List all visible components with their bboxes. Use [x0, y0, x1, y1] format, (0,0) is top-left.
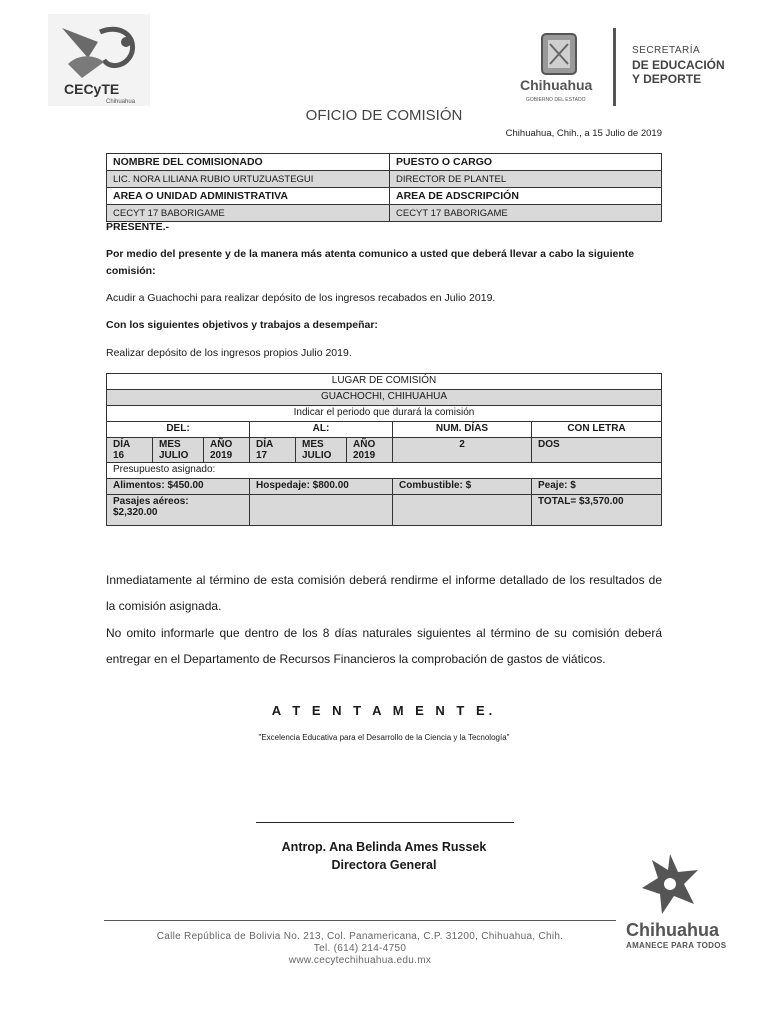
al-anio-label: AÑO	[353, 439, 376, 450]
institutional-motto: "Excelencia Educativa para el Desarrollo de la Ciencia y la Tecnología"	[258, 733, 510, 742]
al-dia-value: 17	[256, 450, 268, 461]
svg-text:CECyTE: CECyTE	[64, 81, 120, 97]
atentamente-heading: A T E N T A M E N T E.	[271, 703, 497, 718]
task-paragraph: Acudir a Guachochi para realizar depósito de los ingresos recabados en Julio 2019.	[106, 292, 496, 304]
al-label: AL:	[250, 422, 393, 438]
pasajes-label: Pasajes aéreos:	[113, 496, 189, 507]
footer-phone: Tel. (614) 214-4750	[313, 943, 407, 954]
del-anio-cell	[204, 438, 250, 463]
al-anio-cell	[347, 438, 393, 463]
signer-name: Antrop. Ana Belinda Ames Russek	[281, 840, 487, 854]
al-mes-cell	[296, 438, 347, 463]
secretaria-logo-text	[632, 44, 762, 86]
objectives-label: Con los siguientes objetivos y trabajos a desempeñar:	[106, 319, 378, 331]
del-dia-label: DÍA	[113, 439, 131, 450]
num-dias-label: NUM. DÍAS	[393, 422, 532, 438]
footer-address: Calle República de Bolivia No. 213, Col. Panamericana, C.P. 31200, Chihuahua, Chih.	[156, 931, 564, 942]
bottom-brand	[626, 920, 741, 950]
peaje-value: Peaje: $	[532, 479, 662, 495]
document-title: OFICIO DE COMISIÓN	[305, 107, 463, 124]
signer-role: Directora General	[331, 858, 437, 872]
bottom-brand-name: Chihuahua	[626, 920, 719, 940]
header-adscripcion: AREA DE ADSCRIPCIÓN	[390, 188, 662, 205]
del-dia-cell	[107, 438, 153, 463]
header-divider	[613, 28, 616, 106]
empty-cell-1	[250, 495, 393, 526]
presente-label: PRESENTE.-	[106, 221, 170, 233]
al-mes-value: JULIO	[302, 450, 332, 461]
empty-cell-2	[393, 495, 532, 526]
document-date: Chihuahua, Chih., a 15 Julio de 2019	[505, 128, 662, 139]
footer-website: www.cecytechihuahua.edu.mx	[288, 955, 432, 966]
svg-text:GOBIERNO DEL ESTADO: GOBIERNO DEL ESTADO	[526, 97, 586, 103]
value-nombre: LIC. NORA LILIANA RUBIO URTUZUASTEGUI	[107, 171, 390, 188]
del-mes-label: MES	[159, 439, 181, 450]
chihuahua-star-logo	[640, 852, 700, 918]
intro-paragraph: Por medio del presente y de la manera más atenta comunico a usted que deberá llevar a cabo la siguiente comisión:	[106, 248, 635, 277]
al-dia-label: DÍA	[256, 439, 274, 450]
con-letra-value: DOS	[532, 438, 662, 463]
al-anio-value: 2019	[353, 450, 376, 461]
signature-line	[256, 822, 514, 823]
total-value: TOTAL= $3,570.00	[532, 495, 662, 526]
commission-table	[106, 373, 662, 526]
periodo-label: Indicar el periodo que durará la comisión	[107, 406, 662, 422]
header-puesto: PUESTO O CARGO	[390, 154, 662, 171]
value-puesto: DIRECTOR DE PLANTEL	[390, 171, 662, 188]
con-letra-label: CON LETRA	[532, 422, 662, 438]
del-anio-value: 2019	[210, 450, 233, 461]
del-mes-cell	[153, 438, 204, 463]
svg-text:Chihuahua: Chihuahua	[106, 99, 136, 105]
closing-paragraph-1: Inmediatamente al término de esta comisión deberá rendirme el informe detallado de los resultados de la comisión asignada.	[106, 573, 662, 613]
secretaria-line-3: Y DEPORTE	[632, 72, 702, 86]
value-area: CECYT 17 BABORIGAME	[107, 205, 390, 222]
commissioner-info-table	[106, 153, 662, 222]
footer-divider	[104, 920, 616, 921]
bottom-brand-slogan: AMANECE PARA TODOS	[626, 941, 727, 950]
del-mes-value: JULIO	[159, 450, 189, 461]
pasajes-value: $2,320.00	[113, 507, 158, 518]
chihuahua-government-logo	[520, 30, 600, 106]
hospedaje-value: Hospedaje: $800.00	[250, 479, 393, 495]
secretaria-line-2: DE EDUCACIÓN	[632, 58, 725, 72]
alimentos-value: Alimentos: $450.00	[107, 479, 250, 495]
presupuesto-label: Presupuesto asignado:	[107, 463, 662, 479]
num-dias-value: 2	[393, 438, 532, 463]
pasajes-cell	[107, 495, 250, 526]
header-nombre: NOMBRE DEL COMISIONADO	[107, 154, 390, 171]
cecyte-logo	[48, 14, 150, 106]
objective-paragraph: Realizar depósito de los ingresos propios Julio 2019.	[106, 347, 352, 359]
svg-text:Chihuahua: Chihuahua	[520, 77, 593, 93]
al-mes-label: MES	[302, 439, 324, 450]
lugar-label: LUGAR DE COMISIÓN	[107, 374, 662, 390]
al-dia-cell	[250, 438, 296, 463]
header-area: AREA O UNIDAD ADMINISTRATIVA	[107, 188, 390, 205]
del-anio-label: AÑO	[210, 439, 233, 450]
value-adscripcion: CECYT 17 BABORIGAME	[390, 205, 662, 222]
del-label: DEL:	[107, 422, 250, 438]
combustible-value: Combustible: $	[393, 479, 532, 495]
secretaria-line-1: SECRETARÍA	[632, 45, 701, 56]
closing-paragraph-2: No omito informarle que dentro de los 8 días naturales siguientes al término de su comisión deberá entregar en el Departamento de Recursos Financieros la comprobación de gastos de viáticos.	[106, 626, 662, 666]
del-dia-value: 16	[113, 450, 125, 461]
lugar-value: GUACHOCHI, CHIHUAHUA	[107, 390, 662, 406]
